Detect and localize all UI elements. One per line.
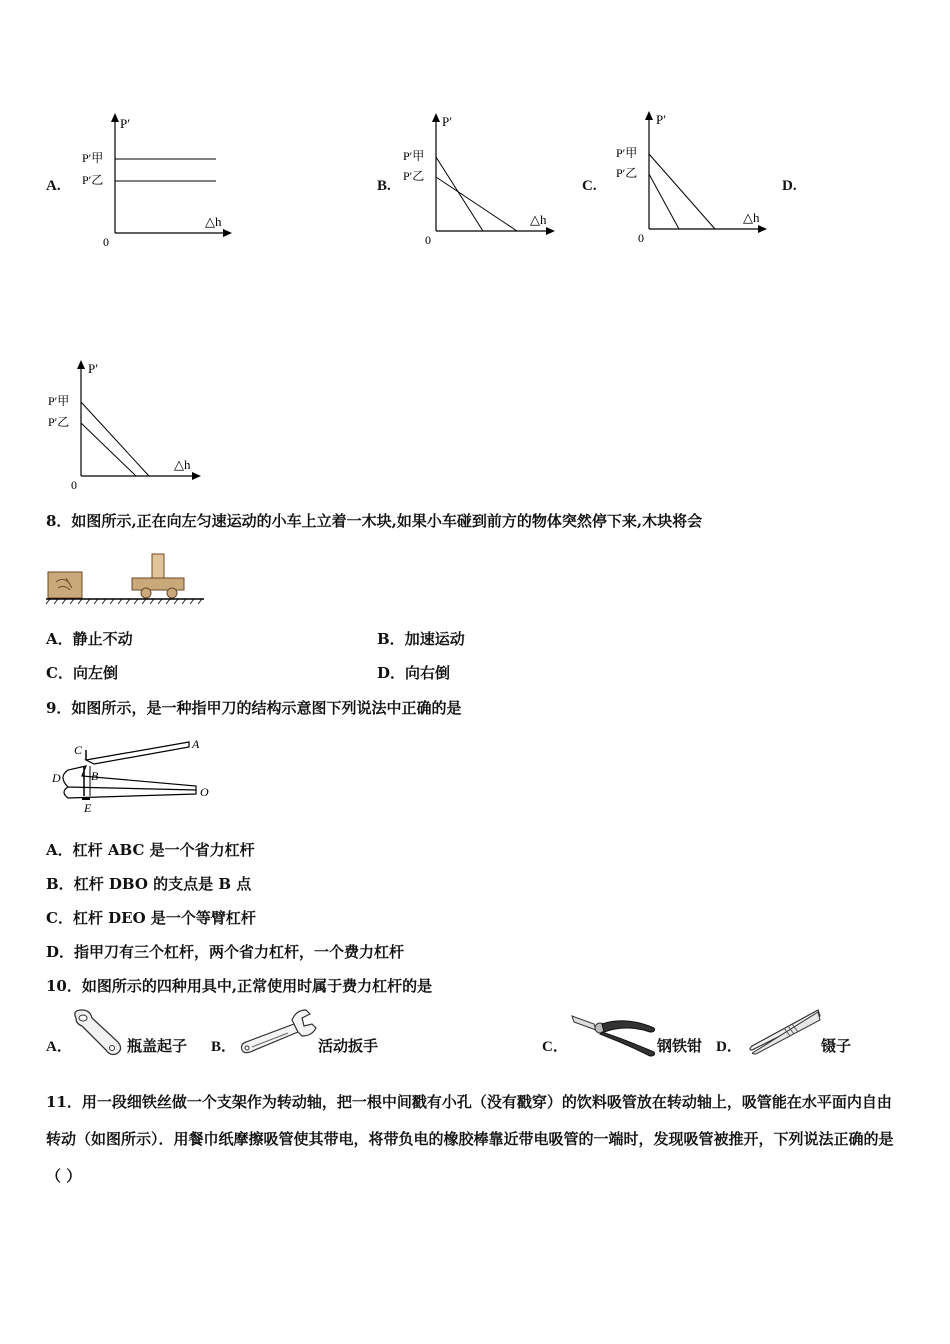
q8-stem: 8．如图所示,正在向左匀速运动的小车上立着一木块,如果小车碰到前方的物体突然停下来,木块将会 bbox=[46, 512, 703, 530]
p-jia-line bbox=[81, 402, 149, 476]
tweezers-icon bbox=[744, 1006, 822, 1058]
q10-option-c-label[interactable]: C． bbox=[542, 1039, 568, 1055]
graph-option-c-label: C. bbox=[582, 178, 597, 194]
lever-dbo bbox=[63, 766, 196, 790]
option-label: B． bbox=[377, 630, 405, 648]
origin-label: 0 bbox=[425, 233, 431, 247]
option-text: 加速运动 bbox=[404, 630, 465, 648]
option-text: 指甲刀有三个杠杆，两个省力杠杆，一个费力杠杆 bbox=[74, 943, 405, 961]
q8-option-c[interactable] bbox=[46, 662, 118, 683]
y-axis-label: P′ bbox=[88, 361, 99, 376]
q10-option-b-label[interactable]: B． bbox=[211, 1039, 237, 1055]
wood-block bbox=[152, 554, 164, 578]
option-label: A． bbox=[46, 841, 73, 859]
q8-option-a[interactable] bbox=[46, 628, 133, 649]
q9-nail-clipper-figure bbox=[46, 732, 216, 817]
y-axis-label: P′ bbox=[442, 114, 453, 129]
graph-option-b-label: B. bbox=[377, 178, 391, 194]
q10-stem: 10．如图所示的四种用具中,正常使用时属于费力杠杆的是 bbox=[46, 977, 433, 995]
q9-option-a[interactable] bbox=[46, 839, 255, 860]
option-text: 杠杆 DEO 是一个等臂杠杆 bbox=[72, 909, 256, 927]
label-e: E bbox=[84, 801, 92, 815]
option-label: D． bbox=[377, 664, 406, 682]
q10-option-c-text: 钢铁钳 bbox=[657, 1037, 703, 1055]
y-axis-label: P′ bbox=[120, 116, 131, 131]
cart-wheel bbox=[167, 588, 177, 598]
q11-stem: 11．用一段细铁丝做一个支架作为转动轴，把一根中间戳有小孔（没有戳穿）的饮料吸管放在转动轴上，吸管能在水平面内自由转动（如图所示）．用餐巾纸摩擦吸管使其带电，将带负电的橡胶棒靠近带电吸管的一端时，发现吸管被推开，下列说法正确的是（ ） bbox=[46, 1093, 894, 1185]
q8-cart-figure bbox=[44, 548, 209, 608]
label-c: C bbox=[74, 743, 83, 757]
cart-wheel bbox=[141, 588, 151, 598]
origin-label: 0 bbox=[638, 231, 644, 245]
p-yi-line bbox=[81, 423, 136, 476]
p-jia-label: P′甲 bbox=[48, 394, 70, 408]
option-text: 静止不动 bbox=[72, 630, 133, 648]
graph-a bbox=[70, 108, 245, 253]
cart-body bbox=[132, 578, 184, 590]
p-jia-line bbox=[436, 157, 483, 231]
option-label: B． bbox=[46, 875, 74, 893]
obstacle-block bbox=[48, 572, 82, 598]
p-yi-label: P′乙 bbox=[616, 166, 638, 180]
option-text: 向左倒 bbox=[72, 664, 118, 682]
bottle-opener-icon bbox=[70, 1008, 126, 1058]
x-axis-label: △h bbox=[530, 212, 547, 227]
q10-option-b-text: 活动扳手 bbox=[318, 1037, 379, 1055]
p-jia-label: P′甲 bbox=[616, 146, 638, 160]
lever-abc bbox=[86, 742, 189, 764]
graph-option-d-label: D. bbox=[782, 178, 797, 194]
label-o: O bbox=[200, 785, 209, 799]
q9-option-b[interactable] bbox=[46, 873, 251, 894]
q10-option-a-label[interactable]: A． bbox=[46, 1039, 72, 1055]
q10-option-d-text: 镊子 bbox=[821, 1037, 852, 1055]
q9-option-c[interactable] bbox=[46, 907, 256, 928]
graph-option-a-label: A. bbox=[46, 178, 61, 194]
q8-option-d[interactable] bbox=[377, 662, 450, 683]
graph-c bbox=[605, 106, 780, 251]
origin-label: 0 bbox=[103, 235, 109, 249]
option-label: C． bbox=[46, 664, 73, 682]
option-label: A． bbox=[46, 630, 73, 648]
option-text: 杠杆 ABC 是一个省力杠杆 bbox=[72, 841, 255, 859]
option-label: D． bbox=[46, 943, 75, 961]
x-axis-label: △h bbox=[174, 457, 191, 472]
q10-option-a-text: 瓶盖起子 bbox=[127, 1037, 188, 1055]
graph-d bbox=[36, 355, 216, 495]
p-jia-label: P′甲 bbox=[82, 151, 104, 165]
p-yi-line bbox=[436, 177, 517, 231]
x-axis-label: △h bbox=[205, 214, 222, 229]
label-b: B bbox=[91, 769, 99, 783]
option-label: C． bbox=[46, 909, 73, 927]
q9-option-d[interactable] bbox=[46, 941, 404, 962]
origin-label: 0 bbox=[71, 478, 77, 492]
option-text: 杠杆 DBO 的支点是 B 点 bbox=[73, 875, 252, 893]
p-yi-label: P′乙 bbox=[48, 415, 70, 429]
x-axis-label: △h bbox=[743, 210, 760, 225]
y-axis-label: P′ bbox=[656, 112, 667, 127]
pliers-icon bbox=[570, 1010, 658, 1058]
adjustable-wrench-icon bbox=[238, 1006, 320, 1058]
p-yi-label: P′乙 bbox=[82, 173, 104, 187]
q9-stem: 9．如图所示，是一种指甲刀的结构示意图下列说法中正确的是 bbox=[46, 699, 462, 717]
graph-b bbox=[393, 108, 568, 253]
q8-option-b[interactable] bbox=[377, 628, 465, 649]
option-text: 向右倒 bbox=[405, 664, 451, 682]
label-a: A bbox=[192, 737, 200, 751]
q10-option-d-label[interactable]: D． bbox=[716, 1039, 742, 1055]
p-jia-label: P′甲 bbox=[403, 149, 425, 163]
label-d: D bbox=[52, 771, 61, 785]
p-yi-label: P′乙 bbox=[403, 169, 425, 183]
